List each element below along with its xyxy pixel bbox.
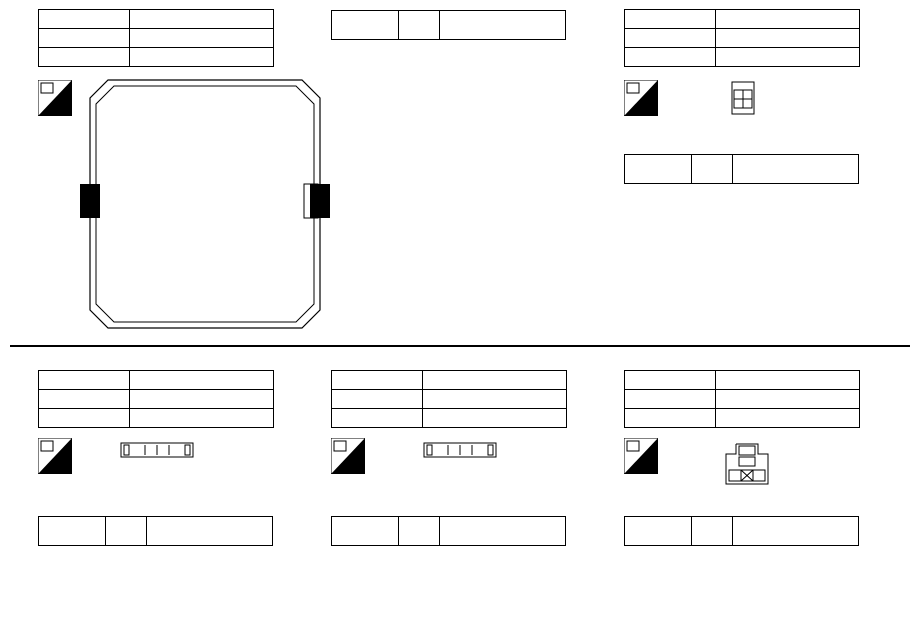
- signal-name-header: [733, 155, 859, 184]
- terminal-no-header: [332, 11, 399, 40]
- e56-terminal-table: [331, 516, 566, 546]
- e57-connector-face: [722, 440, 772, 486]
- connector-name-value: [716, 390, 860, 409]
- connector-name-label: [625, 29, 716, 48]
- e30-terminal-table: [331, 10, 566, 40]
- connector-no-value: [130, 371, 274, 390]
- color-of-wire-header: [106, 517, 147, 546]
- e55-terminal-table: [38, 516, 273, 546]
- e38-terminal-table: [624, 154, 859, 184]
- color-of-wire-header: [692, 155, 733, 184]
- connector-no-label: [332, 371, 423, 390]
- connector-color-value: [423, 409, 567, 428]
- connector-name-label: [625, 390, 716, 409]
- e55-info-table: [38, 370, 274, 428]
- e56-connector-face: [423, 442, 497, 458]
- connector-name-value: [130, 29, 274, 48]
- connector-color-value: [130, 48, 274, 67]
- connector-name-label: [39, 29, 130, 48]
- signal-name-header: [440, 517, 566, 546]
- e38-connector-face: [730, 80, 756, 116]
- connector-no-value: [423, 371, 567, 390]
- e57-info-table: [624, 370, 860, 428]
- color-of-wire-header: [692, 517, 733, 546]
- connector-color-label: [39, 48, 130, 67]
- terminal-no-header: [625, 155, 692, 184]
- connector-color-value: [130, 409, 274, 428]
- connector-color-label: [332, 409, 423, 428]
- e57-terminal-table: [624, 516, 859, 546]
- terminal-no-header: [39, 517, 106, 546]
- connector-name-value: [716, 29, 860, 48]
- connector-color-label: [39, 409, 130, 428]
- hs-icon: [38, 80, 72, 116]
- section-divider: [10, 345, 910, 347]
- hs-icon: [624, 438, 658, 474]
- connector-name-label: [39, 390, 130, 409]
- connector-no-value: [716, 371, 860, 390]
- e55-connector-face: [120, 442, 194, 458]
- e30-connector-face: [78, 78, 332, 330]
- color-of-wire-header: [399, 517, 440, 546]
- connector-color-label: [625, 48, 716, 67]
- connector-no-value: [130, 10, 274, 29]
- hs-icon: [38, 438, 72, 474]
- connector-no-label: [625, 10, 716, 29]
- color-of-wire-header: [399, 11, 440, 40]
- e30-info-table: [38, 9, 274, 67]
- connector-no-label: [625, 371, 716, 390]
- connector-no-value: [716, 10, 860, 29]
- connector-no-label: [39, 371, 130, 390]
- connector-color-value: [716, 409, 860, 428]
- e56-info-table: [331, 370, 567, 428]
- e38-info-table: [624, 9, 860, 67]
- connector-name-value: [130, 390, 274, 409]
- connector-color-label: [625, 409, 716, 428]
- connector-name-value: [423, 390, 567, 409]
- terminal-no-header: [625, 517, 692, 546]
- connector-name-label: [332, 390, 423, 409]
- hs-icon: [331, 438, 365, 474]
- signal-name-header: [733, 517, 859, 546]
- connector-color-value: [716, 48, 860, 67]
- connector-no-label: [39, 10, 130, 29]
- signal-name-header: [147, 517, 273, 546]
- hs-icon: [624, 80, 658, 116]
- signal-name-header: [440, 11, 566, 40]
- terminal-no-header: [332, 517, 399, 546]
